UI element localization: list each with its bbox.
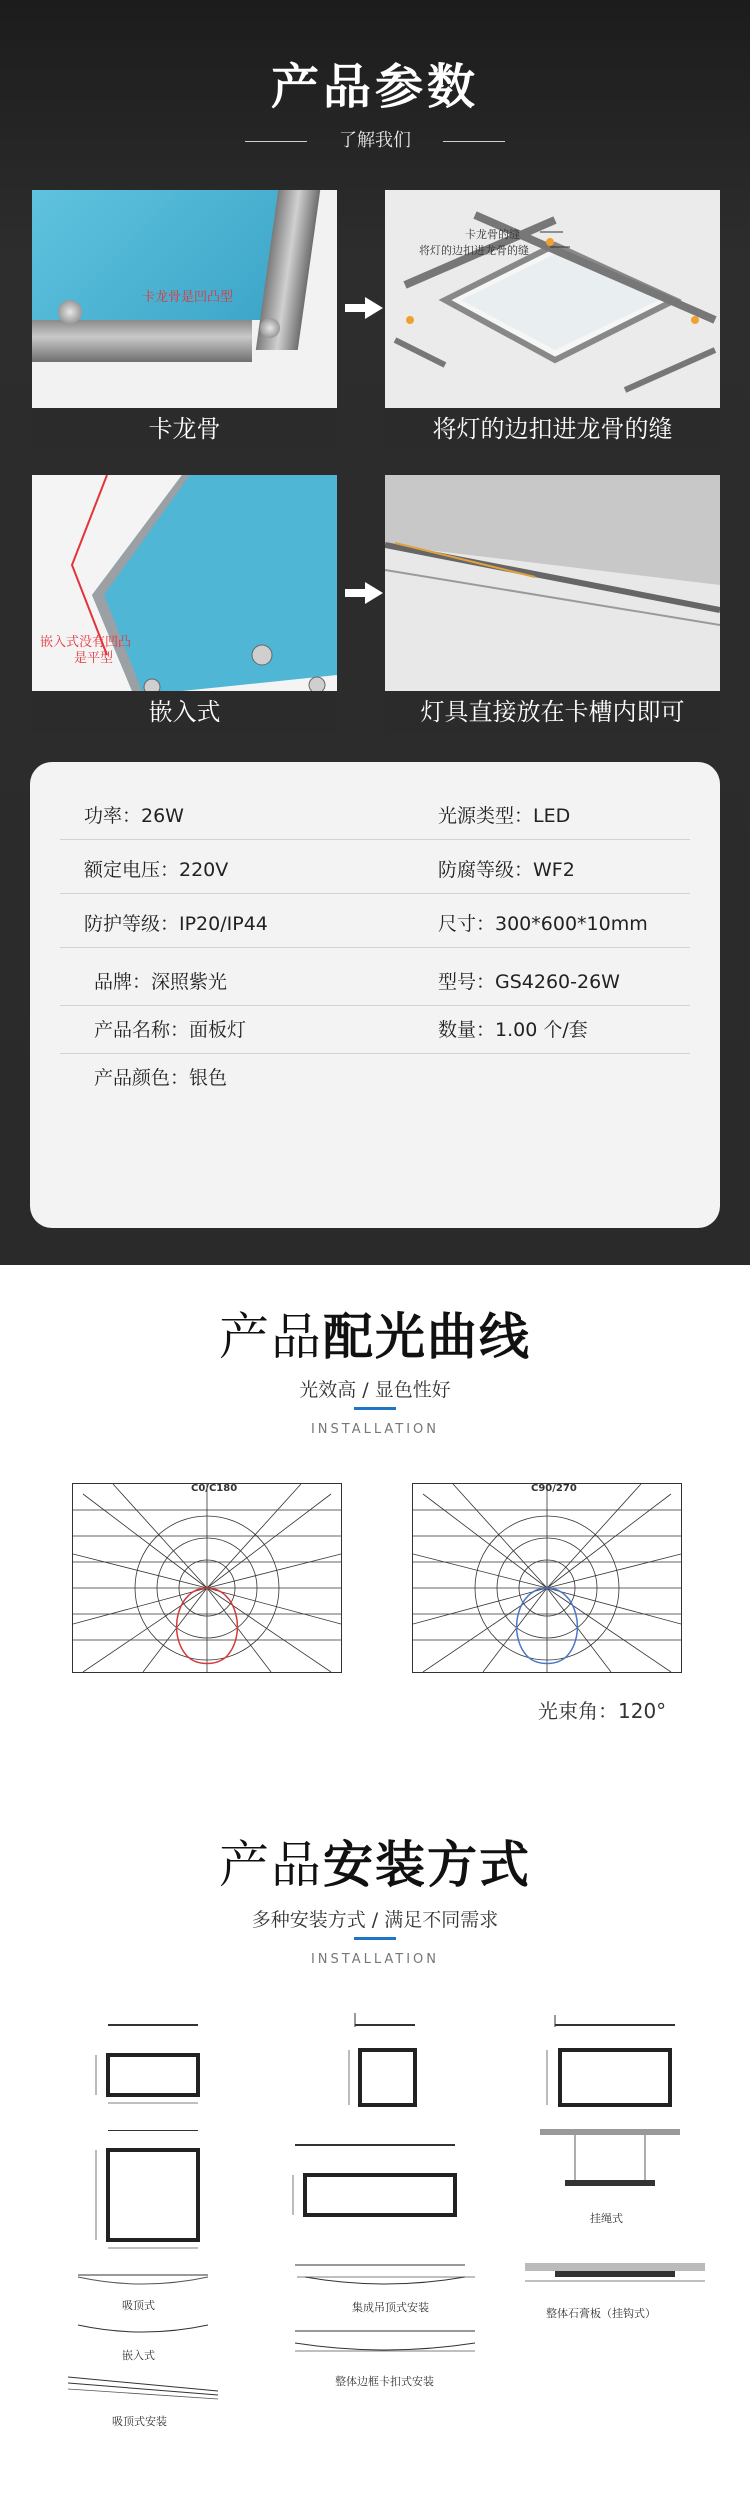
photo-keel-caption: 卡龙骨 [32,408,337,450]
spec-size: 尺寸：300*600*10mm [438,913,648,935]
install-drawing-gypsum [515,2257,715,2297]
install-drawing-wide [285,2135,475,2235]
install-drawing-ceiling-small [78,2015,218,2110]
install-drawing-embedded [68,2317,218,2347]
install-drawing-surface-install [58,2367,228,2407]
keel-rail [32,320,252,362]
caption-ceiling: 吸顶式 [122,2299,155,2312]
spec-color: 产品颜色：银色 [94,1067,228,1089]
install-drawing-frame [285,2321,485,2361]
photo-slot [385,190,720,450]
caption-gypsum: 整体石膏板（挂钩式） [546,2307,656,2320]
polar-grid [73,1484,341,1672]
curve-installation-label: INSTALLATION [310,1422,440,1437]
polar-chart-c90-label: C90/270 [531,1483,577,1494]
curve-accent-bar [354,1407,396,1410]
polar-chart-c0 [72,1483,342,1673]
caption-integrated: 集成吊顶式安装 [352,2301,429,2314]
photo-embedded-label-2: 是平型 [74,651,114,666]
install-drawing-rect-long [535,2005,685,2115]
install-drawing-integrated [285,2257,485,2297]
photo-groove-caption: 灯具直接放在卡槽内即可 [385,691,720,733]
caption-embedded: 嵌入式 [122,2349,155,2362]
arrow-right-icon [345,297,383,319]
polar-chart-c0-label: C0/C180 [191,1483,238,1494]
groove-illustration [385,475,720,691]
install-accent-bar [354,1937,396,1940]
install-title [0,1825,750,1897]
install-installation-label: INSTALLATION [310,1952,440,1967]
photo-slot-caption: 将灯的边扣进龙骨的缝 [385,408,720,450]
spec-corrosion: 防腐等级：WF2 [438,859,575,881]
spec-row [60,1054,690,1102]
spec-row [60,846,690,894]
spec-row [60,792,690,840]
polar-chart-c90 [412,1483,682,1673]
curve-section [0,1265,750,1825]
photo-embedded-label-1: 嵌入式没有凹凸 [40,635,132,650]
install-drawing-hang [535,2125,685,2205]
beam-angle: 光束角：120° [538,1699,667,1723]
install-title-a: 产品 [219,1836,323,1894]
spec-card [30,762,720,1228]
install-subtitle: 多种安装方式 / 满足不同需求 [251,1909,499,1931]
photo-embedded [32,475,337,733]
photo-embedded-caption: 嵌入式 [32,691,337,733]
spec-voltage: 额定电压：220V [84,859,229,881]
photo-keel [32,190,337,450]
params-subtitle-row [0,126,750,152]
spec-power: 功率：26W [84,805,184,827]
install-drawing-square [335,2005,435,2115]
curve-title-b: 配光曲线 [323,1308,531,1366]
params-subtitle: 了解我们 [339,130,411,151]
spec-product-name: 产品名称：面板灯 [94,1019,247,1041]
photo-slot-label-1: 卡龙骨的缝 [465,228,520,241]
divider-right [443,141,505,142]
arrow-right-icon [345,582,383,604]
screw-icon [58,300,82,324]
photo-slot-label-2: 将灯的边扣进龙骨的缝 [419,244,529,257]
curve-subtitle: 光效高 / 显色性好 [299,1379,451,1401]
spec-row [60,1006,690,1054]
spec-row [60,900,690,948]
divider-left [245,141,307,142]
photo-keel-label: 卡龙骨是凹凸型 [142,290,234,305]
spec-brand: 品牌：深照紫光 [94,971,228,993]
curve-title-a: 产品 [219,1308,323,1366]
caption-hang: 挂绳式 [590,2212,623,2225]
install-drawing-ceiling-large [78,2130,218,2260]
spec-light-source: 光源类型：LED [438,805,571,827]
screw-icon [260,318,280,338]
params-title: 产品参数 [270,59,479,115]
photo-groove [385,475,720,733]
ceiling-grid-illustration [385,190,720,410]
polar-grid [413,1484,681,1672]
spec-quantity: 数量：1.00 个/套 [438,1019,588,1041]
install-section [0,1825,750,2516]
spec-row [60,958,690,1006]
install-title-b: 安装方式 [323,1836,531,1894]
spec-protection: 防护等级：IP20/IP44 [84,913,268,935]
caption-surface-install: 吸顶式安装 [112,2415,167,2428]
caption-frame: 整体边框卡扣式安装 [335,2375,434,2388]
install-drawing-surface-mount [68,2265,218,2295]
spec-model: 型号：GS4260-26W [438,971,620,993]
curve-title [0,1297,750,1369]
